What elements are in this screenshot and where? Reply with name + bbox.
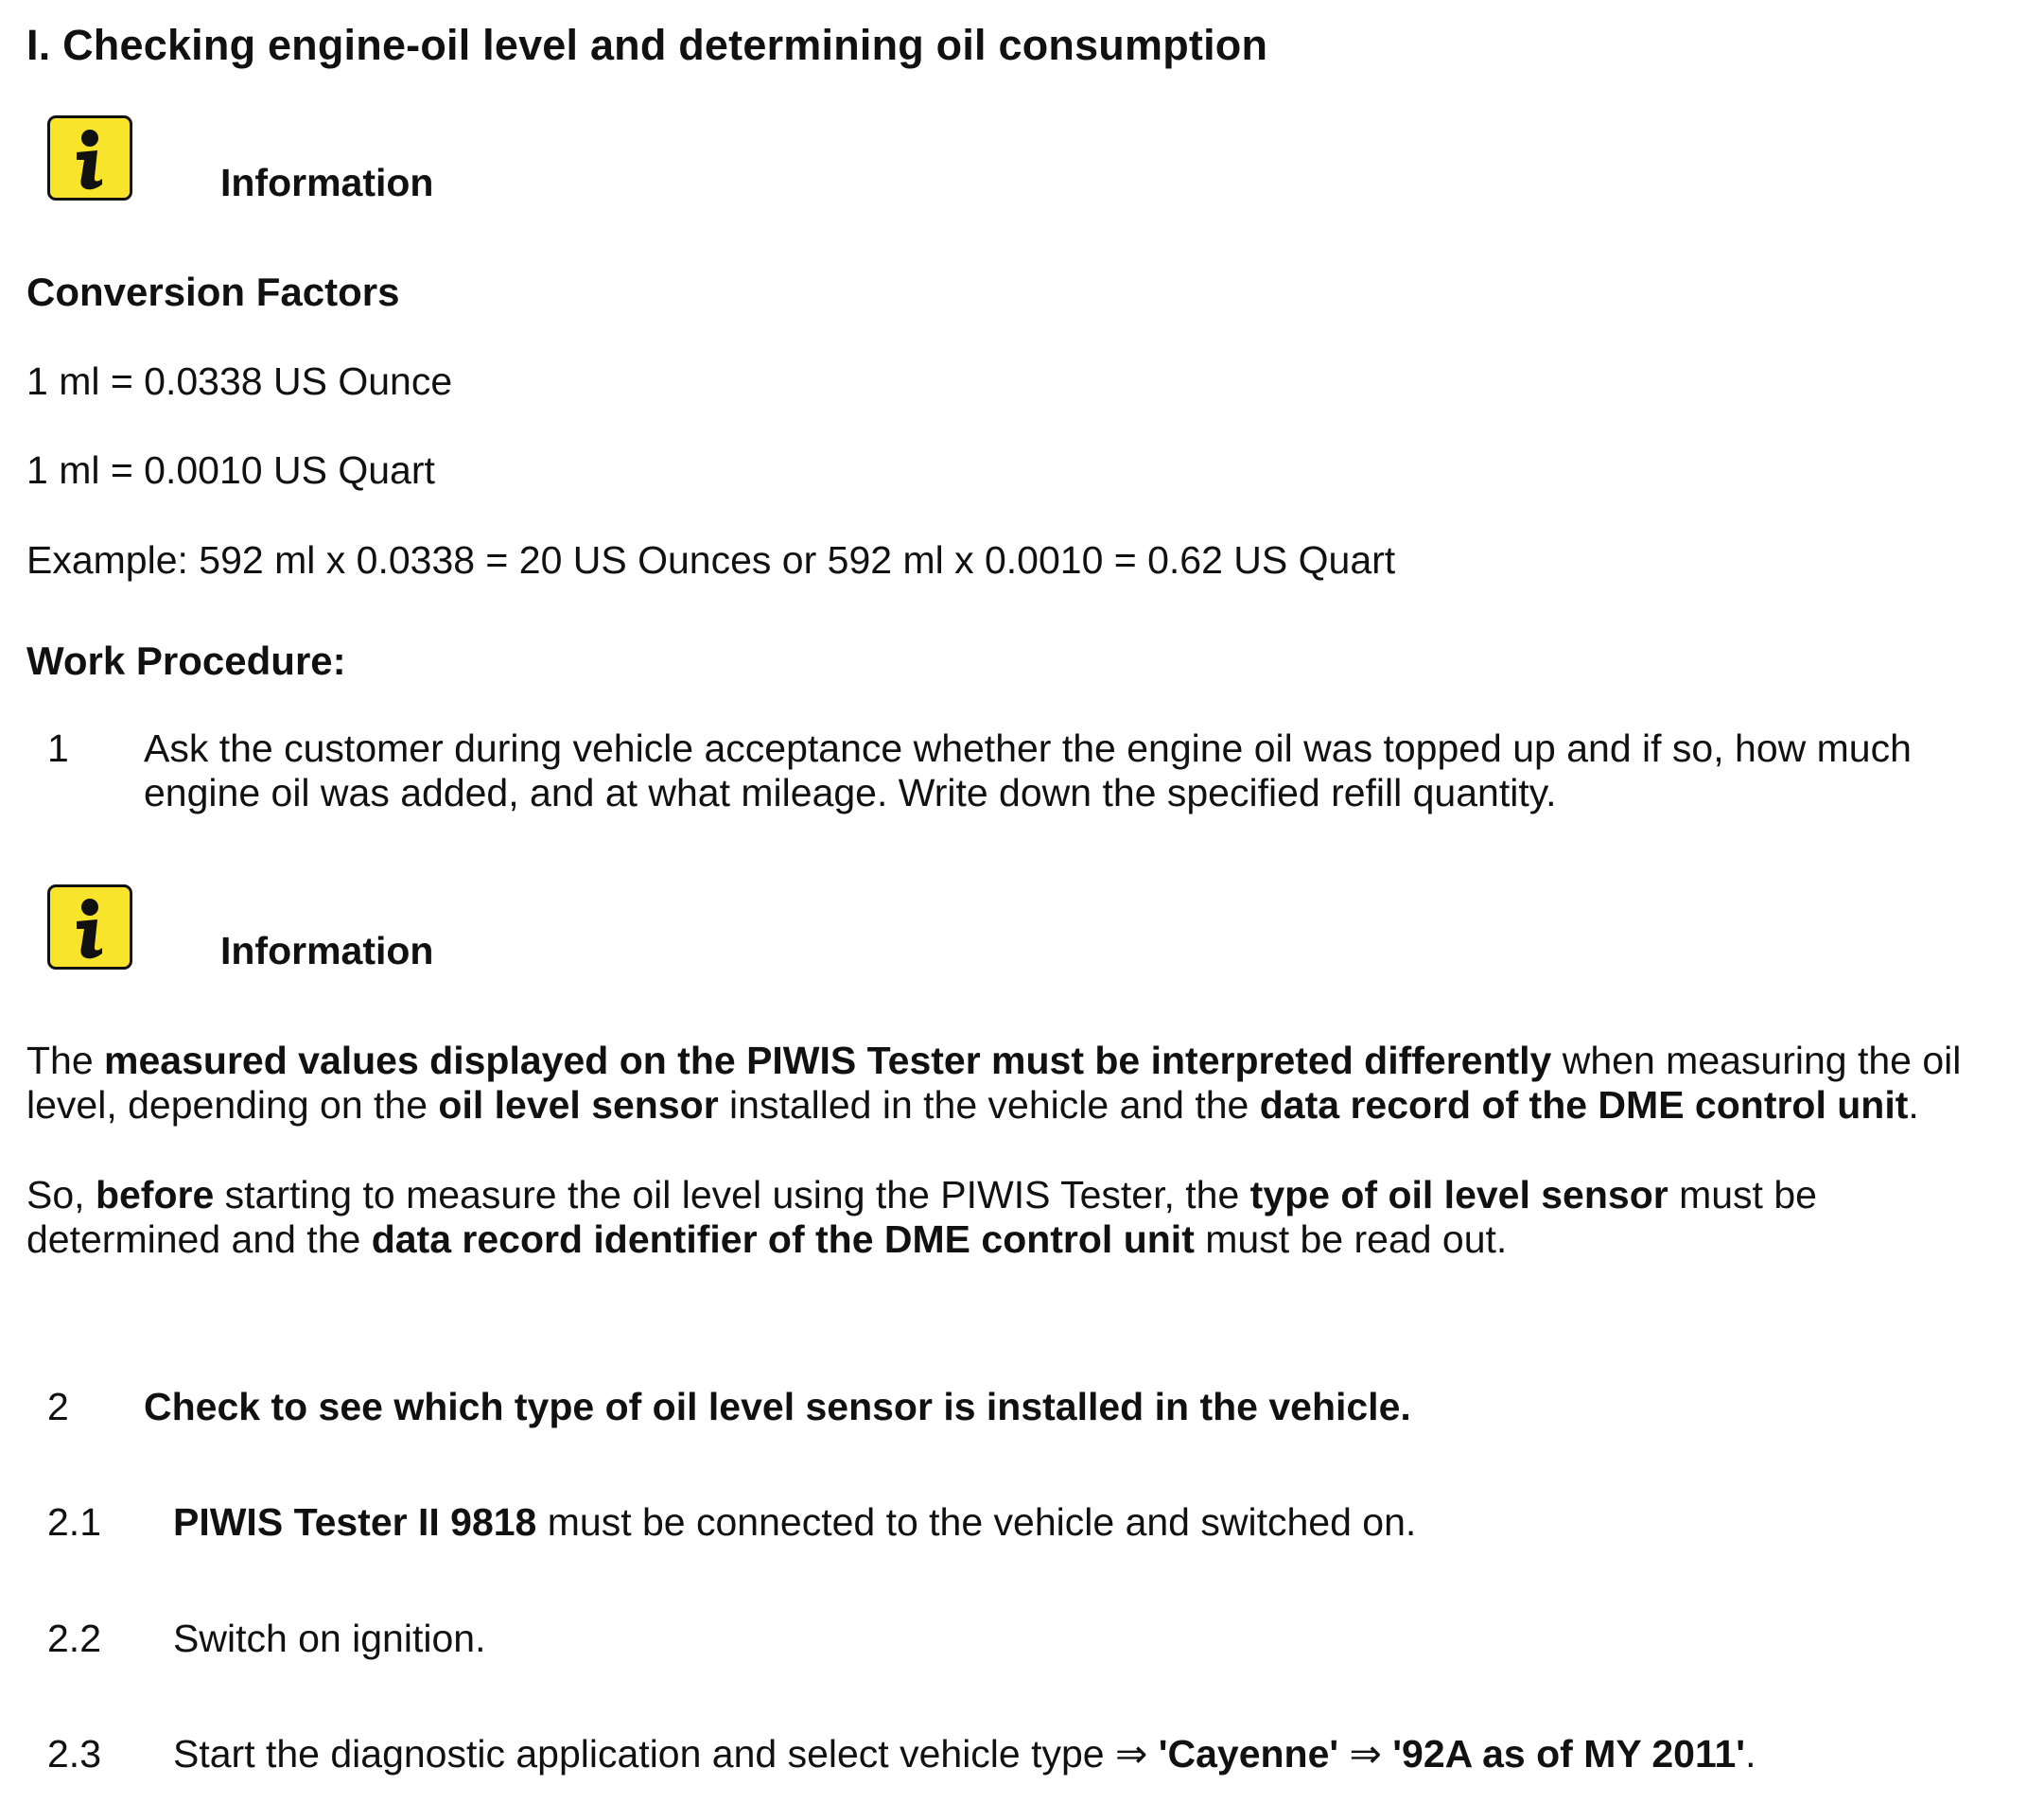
substep-number: 2.3 — [47, 1732, 101, 1776]
info-label: Information — [220, 929, 434, 972]
step-1-number: 1 — [47, 726, 69, 770]
substep-number: 2.1 — [47, 1500, 101, 1544]
info-label: Information — [220, 161, 434, 204]
step-2-text: Check to see which type of oil level sensor is installed in the vehicle. — [144, 1385, 1411, 1428]
info-paragraph-before-measuring: So, before starting to measure the oil level using the PIWIS Tester, the type of oil level sensor must be determined and the data record identifier of the DME control unit must be read out. — [26, 1173, 1817, 1261]
info-icon — [47, 884, 132, 970]
step-2-number: 2 — [47, 1385, 69, 1428]
substep-text: PIWIS Tester II 9818 must be connected to the vehicle and switched on. — [173, 1500, 1417, 1544]
conversion-heading: Conversion Factors — [26, 270, 400, 314]
substep-text: Switch on ignition. — [173, 1617, 486, 1660]
info-icon — [47, 115, 132, 201]
work-procedure-heading: Work Procedure: — [26, 639, 346, 683]
info-paragraph-measured-values: The measured values displayed on the PIWIS Tester must be interpreted differently when measuring the oil level, depending on the oil level sensor installed in the vehicle and the data record of the DME control unit. — [26, 1039, 1962, 1127]
substep-text: Start the diagnostic application and select vehicle type ⇒ 'Cayenne' ⇒ '92A as of MY 2011'. — [173, 1732, 1756, 1776]
page-title: I. Checking engine-oil level and determining oil consumption — [26, 21, 1268, 69]
step-1-text-line2: engine oil was added, and at what mileage. Write down the specified refill quantity. — [144, 771, 1557, 814]
conversion-line-ounce: 1 ml = 0.0338 US Ounce — [26, 359, 453, 403]
step-1-text-line1: Ask the customer during vehicle acceptance whether the engine oil was topped up and if so, how much — [144, 726, 1912, 770]
substep-number: 2.2 — [47, 1617, 101, 1660]
conversion-line-quart: 1 ml = 0.0010 US Quart — [26, 448, 435, 492]
conversion-example: Example: 592 ml x 0.0338 = 20 US Ounces or 592 ml x 0.0010 = 0.62 US Quart — [26, 538, 1396, 582]
